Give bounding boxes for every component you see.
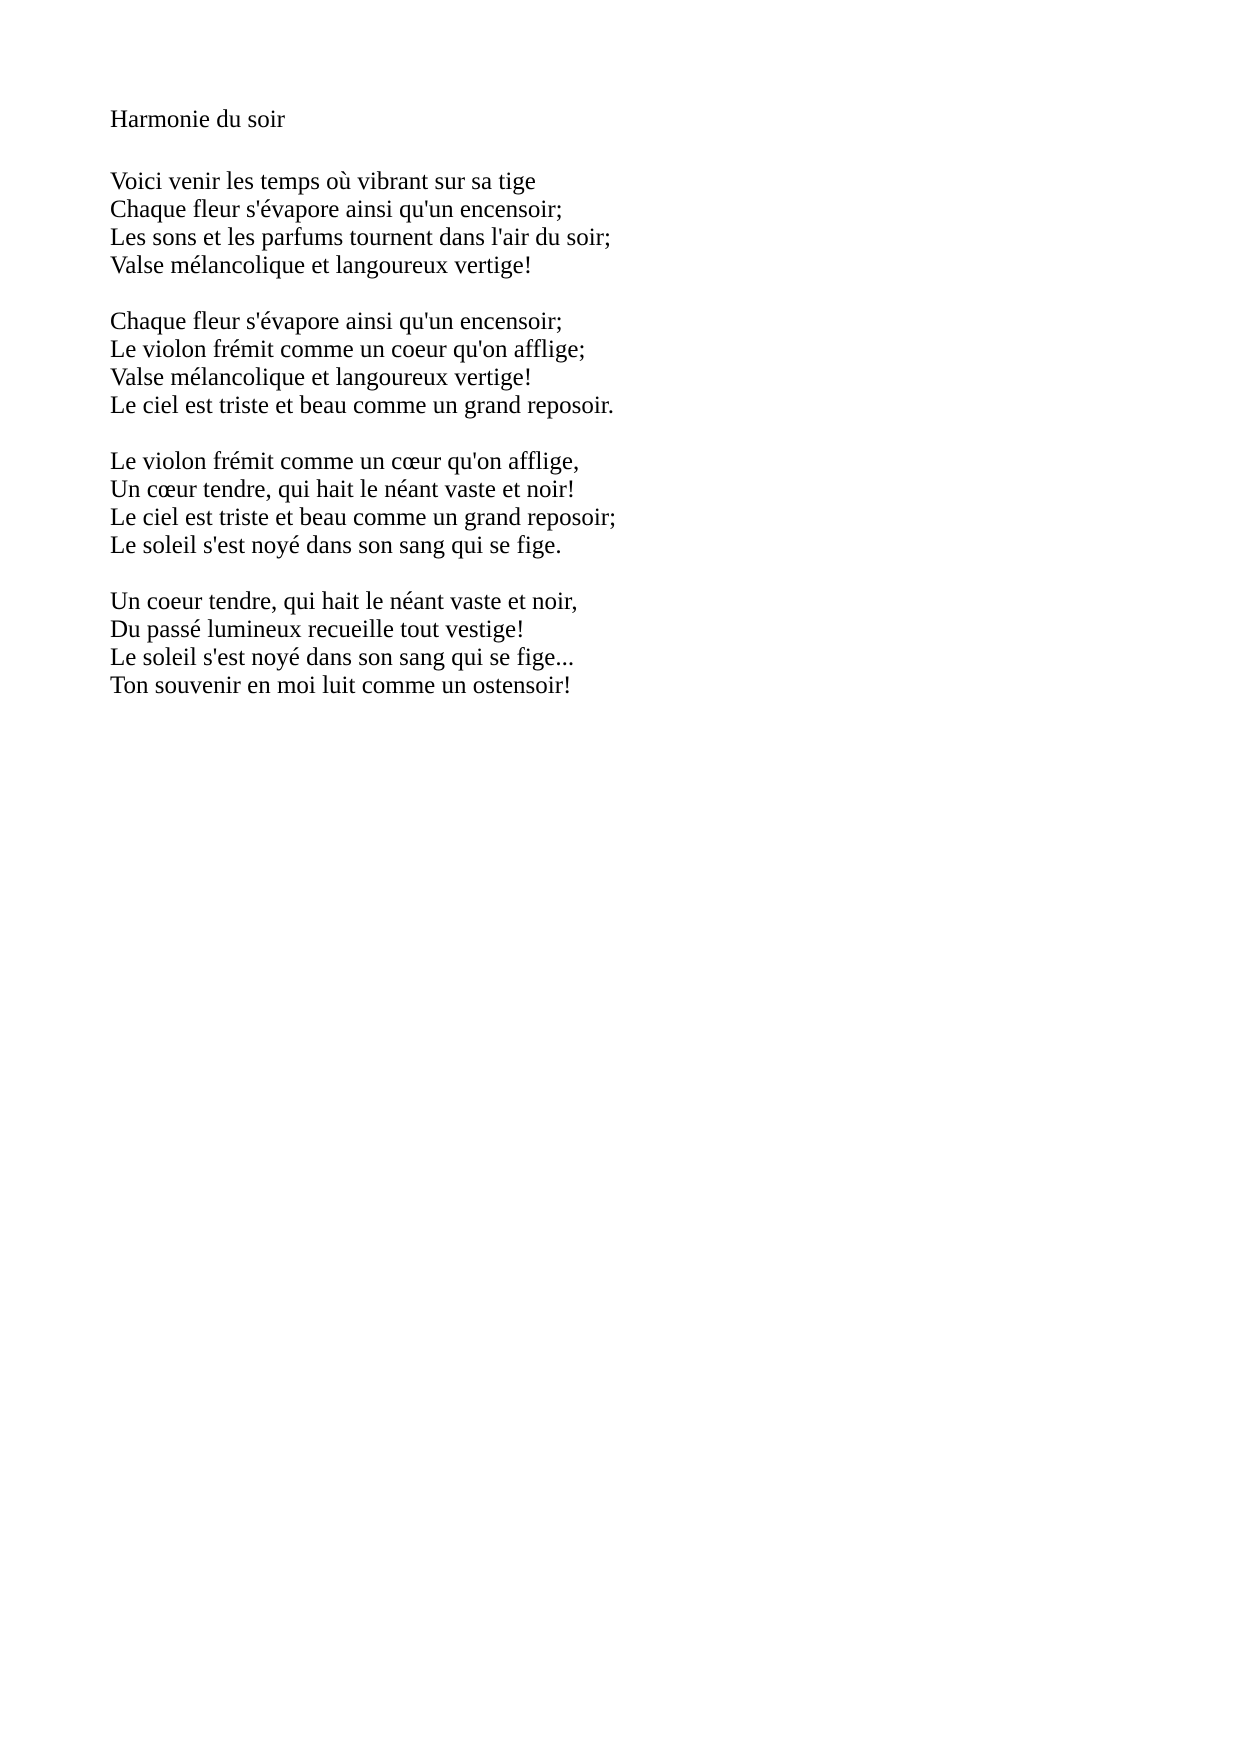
poem-line: Le soleil s'est noyé dans son sang qui se fige.: [110, 532, 562, 559]
poem-line: Le ciel est triste et beau comme un grand reposoir;: [110, 504, 617, 531]
poem-line: Chaque fleur s'évapore ainsi qu'un encensoir;: [110, 308, 563, 335]
poem-stanza-3: [110, 448, 616, 560]
poem-stanza-4: [110, 588, 616, 700]
poem-stanza-2: [110, 308, 616, 420]
poem-line: Ton souvenir en moi luit comme un ostensoir!: [110, 672, 572, 699]
poem-line: Le ciel est triste et beau comme un grand reposoir.: [110, 392, 614, 419]
poem-line: Du passé lumineux recueille tout vestige!: [110, 616, 525, 643]
poem-line: Valse mélancolique et langoureux vertige!: [110, 252, 533, 279]
poem-line: Le violon frémit comme un cœur qu'on afflige,: [110, 448, 580, 475]
poem-line: Valse mélancolique et langoureux vertige!: [110, 364, 533, 391]
poem: [110, 106, 616, 728]
poem-line: Les sons et les parfums tournent dans l'air du soir;: [110, 224, 611, 251]
poem-line: Le soleil s'est noyé dans son sang qui se fige...: [110, 644, 575, 671]
poem-line: Le violon frémit comme un coeur qu'on afflige;: [110, 336, 586, 363]
poem-line: Voici venir les temps où vibrant sur sa tige: [110, 168, 536, 195]
poem-line: Un coeur tendre, qui hait le néant vaste et noir,: [110, 588, 578, 615]
poem-line: Chaque fleur s'évapore ainsi qu'un encensoir;: [110, 196, 563, 223]
poem-stanza-1: [110, 168, 616, 280]
poem-line: Un cœur tendre, qui hait le néant vaste et noir!: [110, 476, 576, 503]
poem-title: Harmonie du soir: [110, 106, 285, 133]
